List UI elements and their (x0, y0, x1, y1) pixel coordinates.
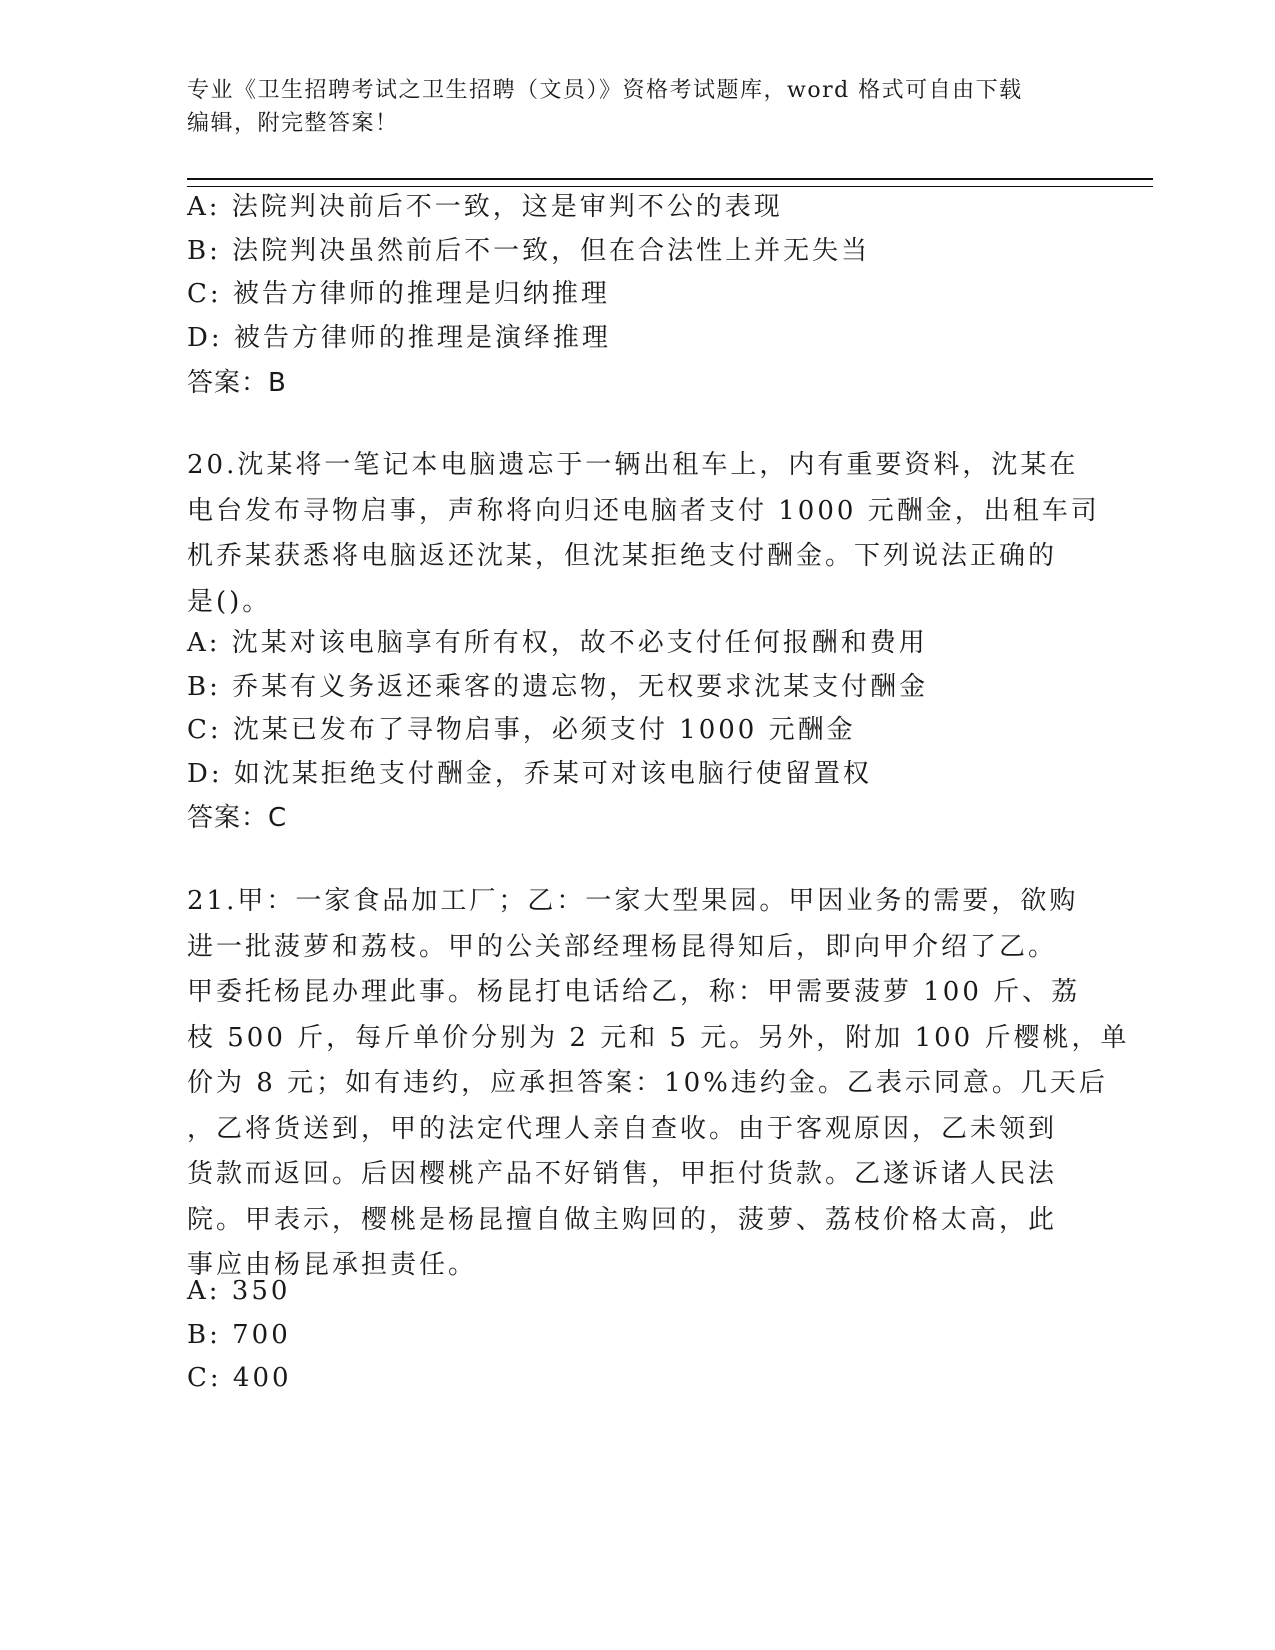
q20-option-b: B: 乔某有义务返还乘客的遗忘物，无权要求沈某支付酬金 (187, 672, 929, 702)
q21-stem (187, 879, 1130, 1289)
q19-option-d: D: 被告方律师的推理是演绎推理 (187, 323, 611, 353)
q21-option-a: A: 350 (187, 1276, 291, 1306)
q19-answer: 答案：B (187, 368, 287, 398)
q19-option-c: C: 被告方律师的推理是归纳推理 (187, 279, 610, 309)
q21-stem-line: ，乙将货送到，甲的法定代理人亲自查收。由于客观原因，乙未领到 (187, 1113, 1058, 1144)
q20-stem-line: 是()。 (187, 586, 272, 617)
q21-stem-line: 院。甲表示，樱桃是杨昆擅自做主购回的，菠萝、荔枝价格太高，此 (187, 1204, 1058, 1235)
q19-option-b: B: 法院判决虽然前后不一致，但在合法性上并无失当 (187, 236, 871, 266)
q21-stem-line: 甲委托杨昆办理此事。杨昆打电话给乙，称：甲需要菠萝 100 斤、荔 (187, 977, 1081, 1007)
q20-stem-line: 电台发布寻物启事，声称将向归还电脑者支付 1000 元酬金，出租车司 (187, 495, 1100, 526)
q21-option-c: C: 400 (187, 1363, 292, 1393)
q20-option-d: D: 如沈某拒绝支付酬金，乔某可对该电脑行使留置权 (187, 759, 872, 789)
q20-answer: 答案：C (187, 803, 288, 833)
q20-stem-line: 机乔某获悉将电脑返还沈某，但沈某拒绝支付酬金。下列说法正确的 (187, 541, 1058, 571)
q20-stem-line: 20.沈某将一笔记本电脑遗忘于一辆出租车上，内有重要资料，沈某在 (187, 450, 1079, 480)
document-header (187, 74, 1087, 140)
q20-stem (187, 443, 1100, 625)
header-line-2: 编辑，附完整答案！ (187, 111, 399, 136)
q21-stem-line: 货款而返回。后因樱桃产品不好销售，甲拒付货款。乙遂诉诸人民法 (187, 1159, 1058, 1189)
q21-stem-line: 枝 500 斤，每斤单价分别为 2 元和 5 元。另外，附加 100 斤樱桃，单 (187, 1022, 1130, 1053)
header-line-1: 专业《卫生招聘考试之卫生招聘（文员）》资格考试题库，word 格式可自由下载 (187, 78, 1023, 103)
q19-option-a: A: 法院判决前后不一致，这是审判不公的表现 (187, 192, 783, 222)
q21-stem-line: 事应由杨昆承担责任。 (187, 1250, 478, 1280)
q21-option-b: B: 700 (187, 1320, 291, 1350)
q20-option-c: C: 沈某已发布了寻物启事，必须支付 1000 元酬金 (187, 715, 856, 745)
q21-stem-line: 进一批菠萝和荔枝。甲的公关部经理杨昆得知后，即向甲介绍了乙。 (187, 931, 1058, 962)
q21-stem-line: 价为 8 元；如有违约，应承担答案：10%违约金。乙表示同意。几天后 (187, 1068, 1108, 1098)
q21-stem-line: 21.甲：一家食品加工厂；乙：一家大型果园。甲因业务的需要，欲购 (187, 886, 1079, 916)
q20-option-a: A: 沈某对该电脑享有所有权，故不必支付任何报酬和费用 (187, 628, 928, 658)
